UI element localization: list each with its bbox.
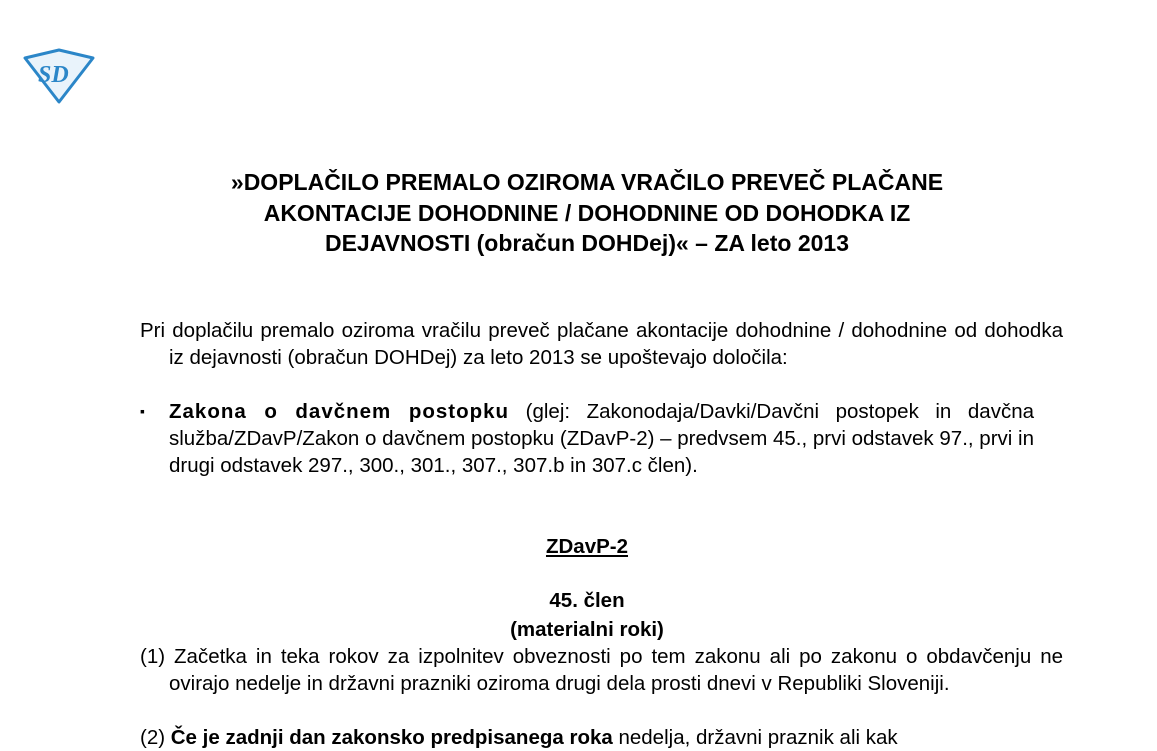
title-line-3: DEJAVNOSTI (obračun DOHDej)« – ZA leto 2013 <box>324 230 849 256</box>
intro-paragraph: Pri doplačilu premalo oziroma vračilu preveč plačane akontacije dohodnine / dohodnine od dohodka iz dejavnosti (obračun DOHDej) za leto 2013 se upoštevajo določila: <box>140 319 1063 369</box>
bullet-body-text: (glej: Zakonodaja/Davki/Davčni postopek in davčna služba/ZDavP/Zakon o davčnem postopku (ZDavP-2) – predvsem 45., prvi odstavek 97., prvi in drugi odstavek 297., 300., 301., 307., 307.b in 307.c člen). <box>169 400 1034 477</box>
bullet-text <box>169 398 1034 479</box>
section-heading: ZDavP-2 <box>545 535 629 558</box>
article-title: (materialni roki) <box>510 618 664 641</box>
title-line-2: AKONTACIJE DOHODNINE / DOHODNINE OD DOHODKA IZ <box>263 199 911 226</box>
law-bullet-item <box>140 398 1034 479</box>
paragraph-2-number: (2) <box>140 726 171 749</box>
logo-text: SD <box>38 62 69 88</box>
bullet-marker: ▪ <box>140 403 145 419</box>
paragraph-2-bold: Če je zadnji dan zakonsko predpisanega roka <box>170 726 613 749</box>
bullet-bold-text: Zakona o davčnem postopku <box>169 400 510 423</box>
paragraph-1: (1) Začetka in teka rokov za izpolnitev obveznosti po tem zakonu ali po zakonu o obdavčenju ne ovirajo nedelje in državni prazniki oziroma drugi dela prosti dnevi v Republiki Sloveniji. <box>140 645 1063 695</box>
article-number: 45. člen <box>549 589 625 612</box>
sd-logo-icon <box>22 48 96 104</box>
paragraph-2-rest: nedelja, državni praznik ali kak <box>612 726 898 749</box>
title-line-1: »DOPLAČILO PREMALO OZIROMA VRAČILO PREVEČ PLAČANE <box>230 169 944 195</box>
paragraph-2 <box>140 724 1063 751</box>
page-title <box>140 167 1034 259</box>
